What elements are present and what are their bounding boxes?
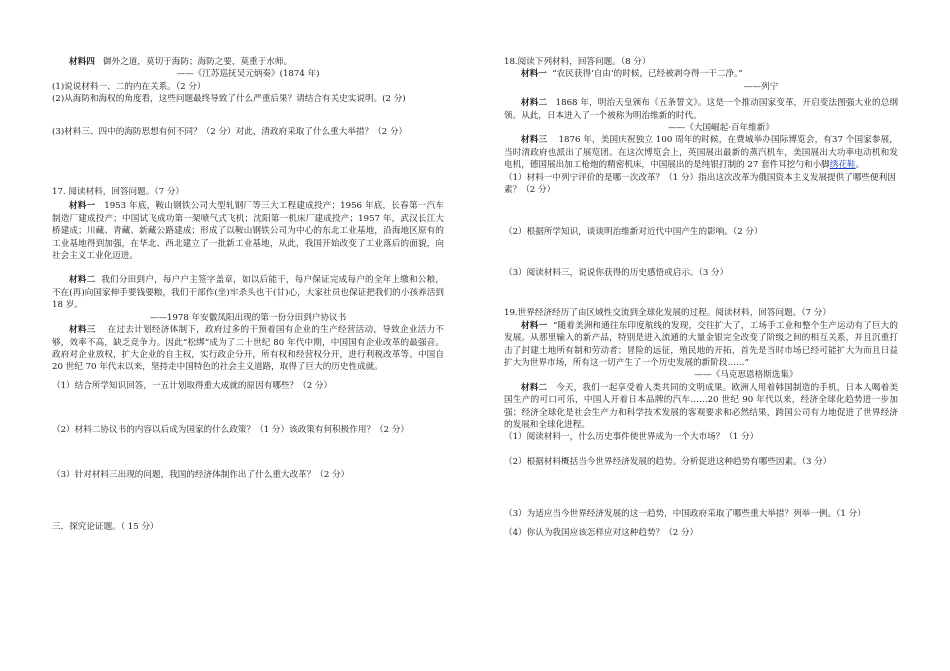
material-source: ——《江苏巡抚吴元炳奏》(1874 年) <box>176 69 320 80</box>
right-column <box>504 50 898 539</box>
material-label: 材料一 <box>521 69 547 80</box>
section-19-title: 19.世界经济经历了由区域性交流到全球化发展的过程。阅读材料，回答问题。（7 分） <box>504 308 831 319</box>
material-text: 御外之道，莫切于海防；海防之要，莫重于水师。 <box>103 57 293 67</box>
material-source: ——《大国崛起·百年维新》 <box>668 123 774 134</box>
material-source: ——《马克思恩格斯选集》 <box>694 370 798 381</box>
material-text: 我们分田到户，每户户主签字盖章，如以后能干，每户保证完成每户的全年上缴和公粮，不在(再)向国家伸手要钱要粮，我们干部作(坐)牢杀头也干(甘)心，大家社员也保证把我们的小孩养活到 18 岁。 <box>52 275 444 311</box>
question-2: （2）材料二协议书的内容以后成为国家的什么政策？（1 分）该政策有何积极作用？（2 分） <box>52 425 410 436</box>
material-label: 材料三 <box>521 135 548 146</box>
material-2 <box>504 382 898 432</box>
material-3 <box>504 134 898 171</box>
material-text: 1953 年底，鞍山钢铁公司大型轧钢厂等三大工程建成投产；1956 年底，长春第一汽车制造厂建成投产；中国试飞成功第一架喷气式飞机；沈阳第一机床厂建成投产；1957 年，武汉长江大桥建成；川藏、青藏、新藏公路建成；形成了以鞍山钢铁公司为中心的东北工业基地，沿海地区原有的工业基地得到加强，在华北、西北建立了一批新工业基地，从此，我国开始改变了工业落后的面貌，向社会主义工业化迈进。 <box>52 201 444 262</box>
question-3: （3）为适应当今世界经济发展的这一趋势，中国政府采取了哪些重大举措？列举一例。（1 分） <box>504 509 866 520</box>
question-3: (3)材料三、四中的海防思想有何不同？（2 分）对此，清政府采取了什么重大举措？（2 分） <box>52 126 408 137</box>
question-4: （4）你认为我国应该怎样应对这种趋势？（2 分） <box>504 527 699 538</box>
question-1: （1）结合所学知识回答，一五计划取得重大成就的原因有哪些？（2 分） <box>52 380 333 391</box>
material-1 <box>504 320 898 370</box>
material-text: “随着美洲和通往东印度航线的发现，交往扩大了，工场手工业和整个生产运动有了巨大的发展。从那里输入的新产品，特别是进入流通的大量金银完全改变了阶级之间的相互关系，并且沉重打击了封建土地所有制和劳动者；冒险的远征，殖民地的开拓，首先是当时市场已经可能扩大为而且日益扩大为世界市场，所有这一切产生了一个历史发展的新阶段……” <box>504 320 898 368</box>
question-2: （2）根据所学知识，谈谈明治维新对近代中国产生的影响。（2 分） <box>504 227 763 238</box>
material-label: 材料一 <box>521 320 548 331</box>
material-text: 1868 年，明治天皇颁布《五条誓文》。这是一个推动国家变革，开启变法图强大业的总纲领。从此，日本进入了一个被称为明治维新的时代。 <box>504 98 898 121</box>
material-text: “农民获得‘自由’的时候，已经被剥夺得一干二净。” <box>552 69 743 80</box>
material-label: 材料四 <box>69 57 95 67</box>
question-3: （3）阅读材料三，说说你获得的历史感悟或启示。（3 分） <box>504 267 729 278</box>
left-column <box>52 50 444 533</box>
material-4 <box>52 56 444 68</box>
material-source: ——列宁 <box>743 81 779 92</box>
question-3: （3）针对材料三出现的问题，我国的经济体制作出了什么重大改革？（2 分） <box>52 469 350 480</box>
question-1: （1）阅读材料一，什么历史事件使世界成为一个大市场？（1 分） <box>504 432 759 443</box>
material-label: 材料二 <box>521 382 548 393</box>
material-label: 材料二 <box>69 275 96 286</box>
question-1: （1）材料一中列宁评价的是哪一次改革？（1 分）指出这次改革为俄国资本主义发展提供了哪些便利因素？（2 分） <box>504 172 896 196</box>
material-label: 材料三 <box>69 325 96 336</box>
material-text: 今天，我们一起享受着人类共同的文明成果。欧洲人用着韩国制造的手机，日本人喝着美国生产的可口可乐，中国人开着日本品牌的汽车……20 世纪 90 年代以来，经济全球化趋势进一步加强；经济全球化是社会生产力和科学技术发展的客观要求和必然结果，跨国公司有力地促进了世界经济的发展和全球化进程。 <box>504 382 898 430</box>
material-3 <box>52 324 444 374</box>
material-text: 在过去计划经济体制下，政府过多的干预着国有企业的生产经营活动，导致企业活力不够，效率不高，缺乏竞争力。因此“松绑”成为了二十世纪 80 年代中期，中国国有企业改革的最强音。政府对企业放权，扩大企业的自主权，实行政企分开，所有权和经营权分开，进行利税改革等。中国自 20 世纪 70 年代末以来，坚持走中国特色的社会主义道路，取得了巨大的历史性成就。 <box>52 325 444 373</box>
question-1: (1)说说材料一、二的内在关系。（2 分） <box>52 81 206 92</box>
material-text: 1876 年，美国庆祝独立 100 周年的时候，在费城举办国际博览会，有37 个国家参展，当时清政府也派出了展览团。在这次博览会上，英国展出最新的蒸汽机车，美国展出大功率电动机和发电机，德国展出加工枪炮的精密机床，中国展出的是纯银打制的 27 套件耳挖勺和小脚 <box>504 135 898 171</box>
material-1 <box>52 200 444 262</box>
embroidered-shoes-link[interactable]: 绣花鞋 <box>829 160 856 171</box>
material-text-end: 。 <box>855 160 865 171</box>
section-17-title: 17. 阅读材料，回答问题。（7 分） <box>52 187 185 198</box>
material-2 <box>52 274 444 311</box>
material-label: 材料一 <box>69 201 96 212</box>
question-2: (2)从海防和海权的角度看，这些问题最终导致了什么严重后果？请结合有关史实说明。(2 分) <box>52 94 406 105</box>
material-2 <box>504 97 898 122</box>
question-2: （2）根据材料概括当今世界经济发展的趋势。分析促进这种趋势有哪些因素。（3 分） <box>504 456 832 467</box>
section-3-title: 三．探究论证题。（ 15 分） <box>52 521 159 532</box>
material-1 <box>504 68 898 80</box>
material-label: 材料二 <box>521 98 548 109</box>
material-source: ——1978 年安徽凤阳出现的第一份分田到户协议书 <box>149 312 347 323</box>
section-18-title: 18.阅读下列材料，回答问题。（8 分） <box>504 57 651 67</box>
